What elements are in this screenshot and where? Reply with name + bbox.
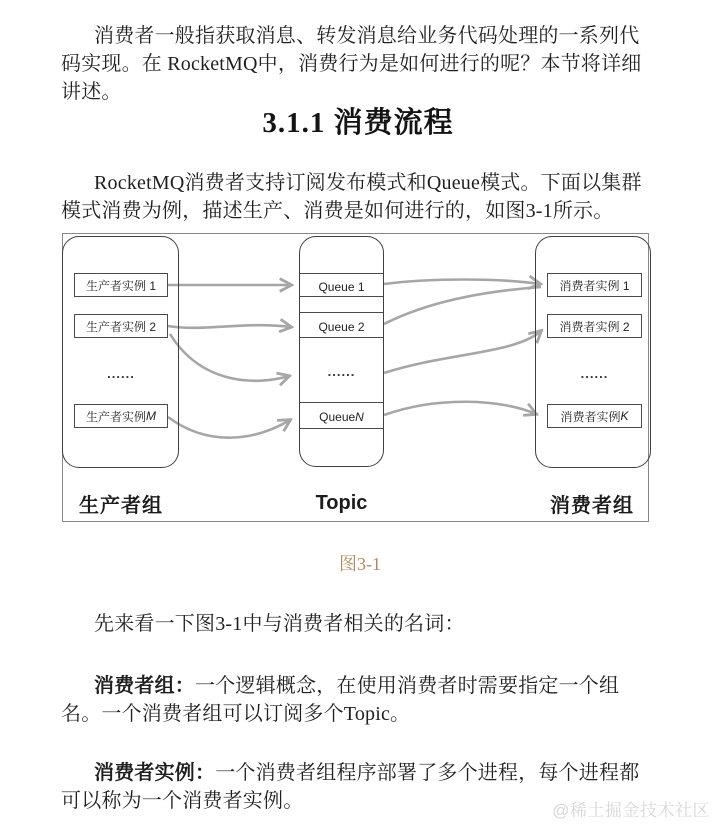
queue-1-row: Queue 1	[318, 279, 365, 294]
definitions-lead: 先来看一下图3-1中与消费者相关的名词：	[94, 613, 465, 635]
topic-container	[299, 236, 384, 467]
queue-N-row: Queue N	[319, 410, 364, 424]
consumer-instance-2-box: 消费者实例 2	[547, 314, 642, 338]
topic-divider	[300, 312, 383, 313]
consumer-instance-1-box: 消费者实例 1	[547, 273, 642, 297]
figure-lead-paragraph: RocketMQ消费者支持订阅发布模式和Queue模式。下面以集群模式消费为例，描述生产、消费是如何进行的，如图3-1所示。	[61, 172, 642, 222]
topic-label: Topic	[315, 491, 368, 514]
producer-group-container	[62, 236, 179, 468]
consumer-group-container	[535, 236, 651, 468]
producer-group-label: 生产者组	[79, 494, 163, 517]
arrow-producer2-dots	[170, 334, 289, 381]
arrow-producer2-queue2	[168, 325, 291, 328]
arrow-queueN-consumerK	[384, 402, 536, 415]
producer-instance-1-box: 生产者实例 1	[74, 273, 168, 297]
arrow-queue2-consumer1	[384, 287, 541, 324]
definition-consumer-group-desc: 一个逻辑概念，在使用消费者时需要指定一个组名。一个消费者组可以订阅多个Topic。	[61, 675, 620, 725]
definition-consumer-group	[61, 672, 655, 728]
producer-instance-2-box: 生产者实例 2	[74, 314, 168, 338]
consumer-group-label: 消费者组	[550, 494, 634, 517]
producer-instance-M-box: 生产者实例 M	[74, 404, 168, 428]
watermark-text: @稀土掘金技术社区	[552, 801, 710, 820]
arrow-producerM-queueN	[168, 417, 290, 438]
producer-ellipsis: ......	[107, 365, 135, 381]
figure-3-1-diagram	[62, 233, 649, 522]
consumer-ellipsis: ......	[580, 365, 609, 381]
queue-2-row: Queue 2	[318, 319, 365, 334]
consumer-instance-K-box: 消费者实例 K	[547, 404, 642, 428]
topic-divider	[300, 273, 383, 274]
arrow-queue1-consumer1	[384, 280, 540, 285]
arrow-dots-consumer2	[384, 331, 541, 373]
intro-paragraph: 消费者一般指获取消息、转发消息给业务代码处理的一系列代码实现。在 RocketMQ中，消费行为是如何进行的呢？本节将详细讲述。	[61, 25, 642, 103]
term-consumer-group: 消费者组：	[94, 675, 195, 697]
definition-consumer-instance-desc: 一个消费者组程序部署了多个进程，每个进程都可以称为一个消费者实例。	[61, 762, 640, 812]
figure-caption: 图3-1	[339, 554, 381, 574]
queue-ellipsis: ......	[327, 364, 356, 379]
section-heading: 3.1.1 消费流程	[262, 107, 454, 139]
term-consumer-instance: 消费者实例：	[94, 762, 216, 784]
